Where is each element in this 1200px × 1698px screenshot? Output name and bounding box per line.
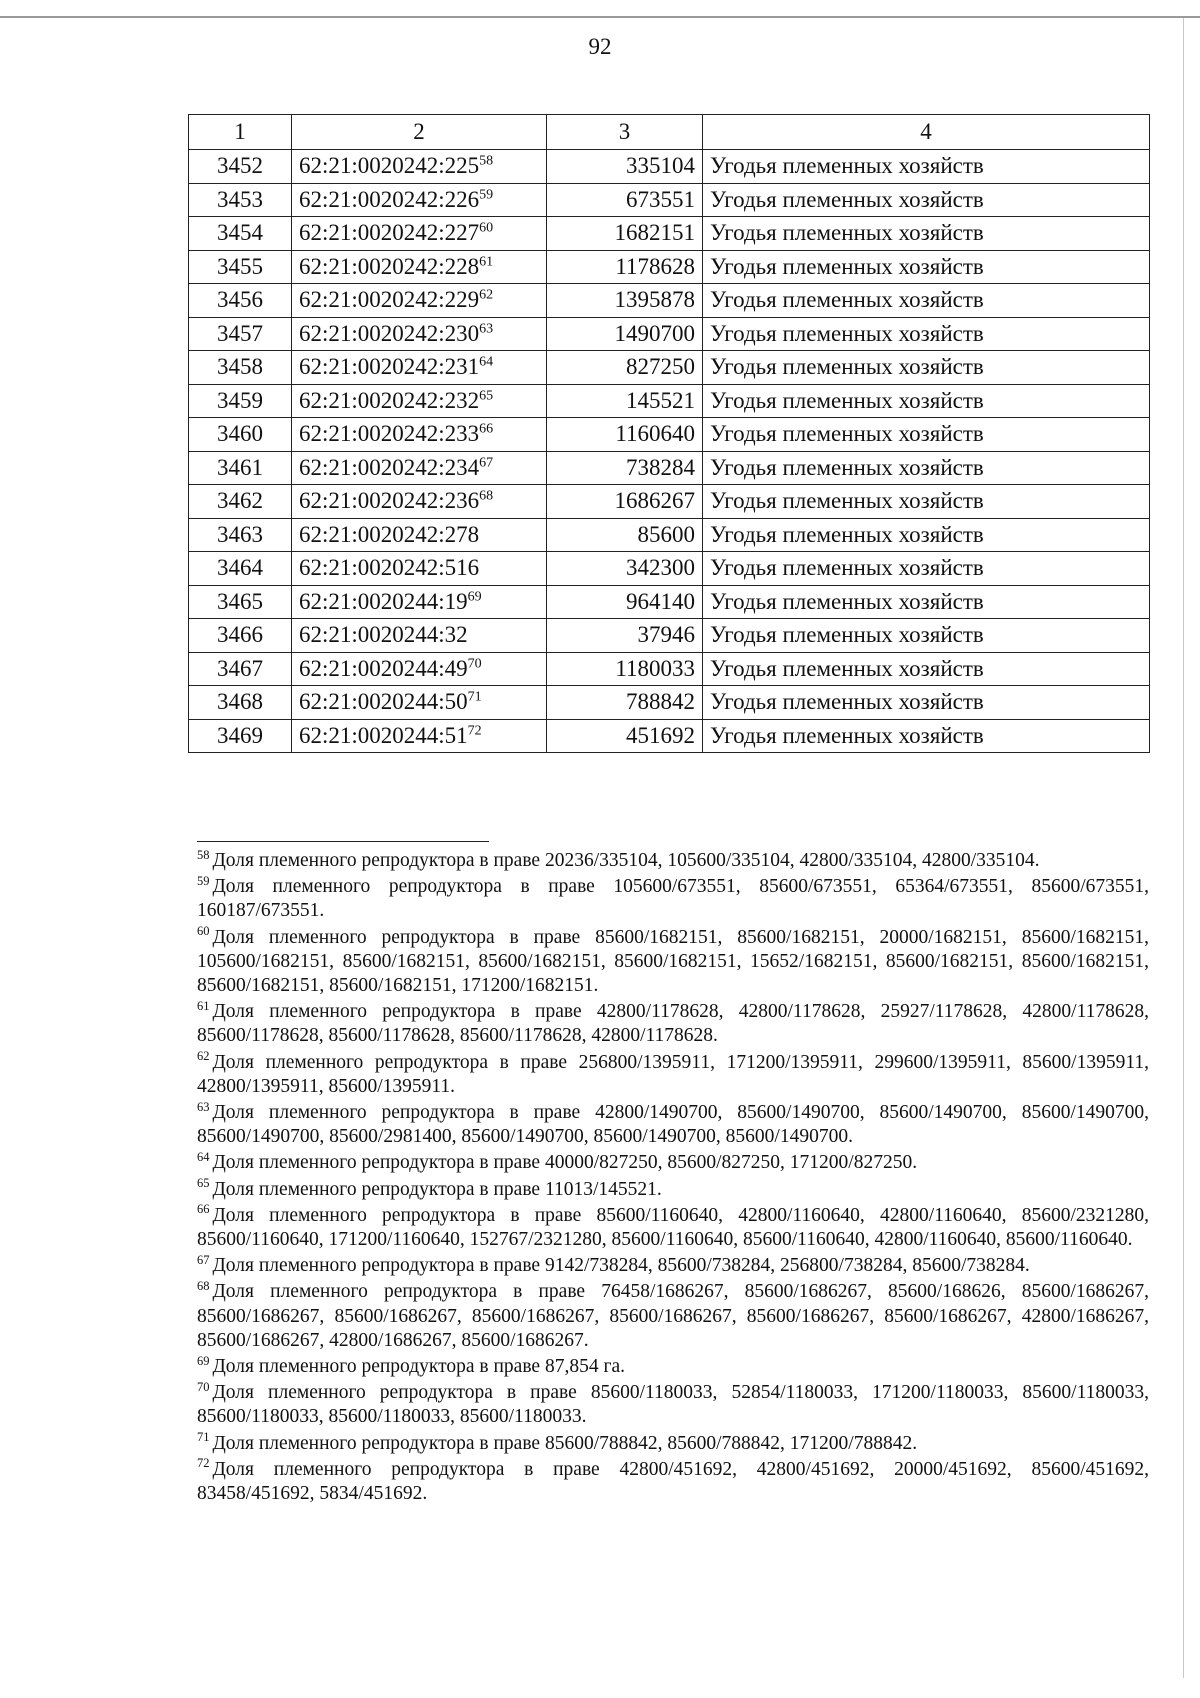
cadastral-number-cell [292,485,547,519]
area-cell: 342300 [547,552,703,586]
footnote-ref: 70 [467,656,482,672]
area-cell: 145521 [547,384,703,418]
footnote [197,1101,1149,1149]
footnote-text: Доля племенного репродуктора в праве 256800/1395911, 171200/1395911, 299600/1395911, 85600/1395911, 42800/1395911, 85600/1395911. [197,1051,1149,1097]
row-number: 3452 [189,150,292,184]
table-row [189,384,1150,418]
cadastral-number: 62:21:0020242:278 [299,521,480,547]
footnote-text: Доля племенного репродуктора в праве 76458/1686267, 85600/1686267, 85600/168626, 85600/1686267, 85600/1686267, 85600/1686267, 85600/1686267, 85600/1686267, 85600/1686267, 85600/1686267, 42800/1686267, 85600/1686267, 42800/1686267, 85600/1686267. [197,1281,1149,1351]
table-row [189,451,1150,485]
footnote-ref: 71 [467,689,482,705]
row-number: 3467 [189,652,292,686]
table-row [189,518,1150,552]
row-number: 3462 [189,485,292,519]
land-use-cell: Угодья племенных хозяйств [703,284,1150,318]
land-use-cell: Угодья племенных хозяйств [703,250,1150,284]
row-number: 3464 [189,552,292,586]
table-row [189,351,1150,385]
area-cell: 1178628 [547,250,703,284]
row-number: 3455 [189,250,292,284]
cadastral-number-cell [292,552,547,586]
land-use-cell: Угодья племенных хозяйств [703,384,1150,418]
cadastral-number-cell [292,418,547,452]
land-use-cell: Угодья племенных хозяйств [703,518,1150,552]
footnote [197,1254,1149,1278]
cadastral-number-cell [292,183,547,217]
column-header: 4 [703,115,1150,150]
area-cell: 673551 [547,183,703,217]
row-number: 3469 [189,719,292,753]
footnote-ref: 67 [479,455,494,471]
footnote-text: Доля племенного репродуктора в праве 42800/451692, 42800/451692, 20000/451692, 85600/451692, 83458/451692, 5834/451692. [197,1458,1149,1505]
footnote-mark: 72 [197,1456,210,1471]
land-use-cell: Угодья племенных хозяйств [703,686,1150,720]
table-row [189,552,1150,586]
footnote-mark: 66 [197,1202,210,1217]
row-number: 3468 [189,686,292,720]
column-header: 2 [292,115,547,150]
land-use-cell: Угодья племенных хозяйств [703,552,1150,586]
row-number: 3466 [189,619,292,653]
row-number: 3458 [189,351,292,385]
footnote-ref: 72 [467,723,482,739]
cadastral-number-cell [292,686,547,720]
footnote [197,1458,1149,1506]
cadastral-number-cell [292,719,547,753]
area-cell: 738284 [547,451,703,485]
column-header: 3 [547,115,703,150]
cadastral-number-cell [292,317,547,351]
cadastral-number-cell [292,518,547,552]
footnote-ref: 62 [479,287,494,303]
cadastral-number: 62:21:0020242:231 [299,354,480,380]
scan-right-edge [1183,18,1184,1678]
cadastral-number: 62:21:0020244:32 [299,622,468,648]
footnote-text: Доля племенного репродуктора в праве 85600/788842, 85600/788842, 171200/788842. [212,1432,918,1454]
table-row [189,686,1150,720]
area-cell: 85600 [547,518,703,552]
area-cell: 964140 [547,585,703,619]
table-row [189,317,1150,351]
footnote-ref: 60 [479,220,494,236]
land-use-cell: Угодья племенных хозяйств [703,652,1150,686]
footnote-ref: 66 [479,421,494,437]
table-row [189,217,1150,251]
page-number: 92 [588,34,612,59]
cadastral-number: 62:21:0020242:236 [299,488,480,514]
land-plots-table [188,114,1150,753]
cadastral-number-cell [292,250,547,284]
footnote-text: Доля племенного репродуктора в праве 85600/1180033, 52854/1180033, 171200/1180033, 85600/1180033, 85600/1180033, 85600/1180033, 85600/1180033. [197,1382,1149,1428]
land-use-cell: Угодья племенных хозяйств [703,418,1150,452]
footnote [197,875,1149,923]
cadastral-number: 62:21:0020242:234 [299,454,480,480]
footnote-mark: 67 [197,1252,210,1267]
footnote-mark: 61 [197,998,210,1013]
footnote [197,1355,1149,1379]
footnote [197,1204,1149,1252]
cadastral-number-cell [292,619,547,653]
cadastral-number-cell [292,150,547,184]
cadastral-number: 62:21:0020244:51 [299,722,468,748]
footnote [197,926,1149,999]
cadastral-number: 62:21:0020244:50 [299,689,468,715]
row-number: 3465 [189,585,292,619]
row-number: 3453 [189,183,292,217]
land-use-cell: Угодья племенных хозяйств [703,317,1150,351]
footnote-text: Доля племенного репродуктора в праве 85600/1682151, 85600/1682151, 20000/1682151, 85600/1682151, 105600/1682151, 85600/1682151, 85600/1682151, 85600/1682151, 15652/1682151, 85600/1682151, 85600/1682151, 85600/1682151, 85600/1682151, 171200/1682151. [197,926,1149,997]
area-cell: 827250 [547,351,703,385]
footnote-separator [197,841,489,842]
table-row [189,485,1150,519]
area-cell: 788842 [547,686,703,720]
footnote [197,1280,1149,1353]
row-number: 3459 [189,384,292,418]
table-row [189,183,1150,217]
area-cell: 1160640 [547,418,703,452]
footnote-mark: 70 [197,1379,210,1394]
row-number: 3456 [189,284,292,318]
cadastral-number: 62:21:0020244:49 [299,655,468,681]
footnote-ref: 64 [479,354,494,370]
row-number: 3454 [189,217,292,251]
cadastral-number-cell [292,384,547,418]
table-row [189,418,1150,452]
area-cell: 37946 [547,619,703,653]
cadastral-number-cell [292,217,547,251]
table-row [189,585,1150,619]
footnote [197,1178,1149,1202]
area-cell: 1682151 [547,217,703,251]
footnote-mark: 63 [197,1099,210,1114]
scan-top-edge [0,16,1200,18]
footnote-ref: 63 [479,321,494,337]
footnote-mark: 62 [197,1049,210,1064]
area-cell: 1686267 [547,485,703,519]
land-use-cell: Угодья племенных хозяйств [703,719,1150,753]
table-row [189,250,1150,284]
row-number: 3460 [189,418,292,452]
land-use-cell: Угодья племенных хозяйств [703,150,1150,184]
cadastral-number: 62:21:0020242:228 [299,253,480,279]
land-use-cell: Угодья племенных хозяйств [703,485,1150,519]
land-use-cell: Угодья племенных хозяйств [703,351,1150,385]
row-number: 3461 [189,451,292,485]
table-row [189,719,1150,753]
table-header-row [189,115,1150,150]
footnote-ref: 65 [479,388,494,404]
cadastral-number: 62:21:0020242:225 [299,153,480,179]
cadastral-number-cell [292,585,547,619]
area-cell: 1490700 [547,317,703,351]
area-cell: 1395878 [547,284,703,318]
footnote-mark: 58 [197,847,210,862]
land-use-cell: Угодья племенных хозяйств [703,451,1150,485]
land-use-cell: Угодья племенных хозяйств [703,619,1150,653]
land-use-cell: Угодья племенных хозяйств [703,183,1150,217]
row-number: 3463 [189,518,292,552]
footnote-text: Доля племенного репродуктора в праве 42800/1178628, 42800/1178628, 25927/1178628, 42800/1178628, 85600/1178628, 85600/1178628, 85600/1178628, 42800/1178628. [197,1001,1149,1047]
table-row [189,619,1150,653]
footnote [197,1051,1149,1099]
area-cell: 451692 [547,719,703,753]
cadastral-number: 62:21:0020242:516 [299,555,480,581]
cadastral-number: 62:21:0020242:226 [299,186,480,212]
cadastral-number-cell [292,284,547,318]
cadastral-number-cell [292,652,547,686]
footnote-ref: 68 [479,488,494,504]
footnote-mark: 65 [197,1176,210,1191]
cadastral-number: 62:21:0020242:232 [299,387,480,413]
footnote-text: Доля племенного репродуктора в праве 105600/673551, 85600/673551, 65364/673551, 85600/673551, 160187/673551. [197,876,1149,922]
footnote-mark: 59 [197,873,210,888]
column-header: 1 [189,115,292,150]
cadastral-number-cell [292,451,547,485]
cadastral-number: 62:21:0020242:227 [299,220,480,246]
footnote-text: Доля племенного репродуктора в праве 87,854 га. [212,1356,625,1378]
footnote-ref: 69 [467,589,482,605]
footnote [197,1381,1149,1429]
footnote-ref: 59 [479,187,494,203]
table-body [189,150,1150,753]
land-use-cell: Угодья племенных хозяйств [703,585,1150,619]
area-cell: 1180033 [547,652,703,686]
table-row [189,150,1150,184]
cadastral-number: 62:21:0020242:233 [299,421,480,447]
footnote [197,1000,1149,1048]
cadastral-number: 62:21:0020242:230 [299,320,480,346]
footnote-text: Доля племенного репродуктора в праве 11013/145521. [212,1178,662,1200]
footnote-ref: 61 [479,254,494,270]
table-row [189,652,1150,686]
footnote [197,1151,1149,1175]
footnote-mark: 60 [197,924,210,939]
footnote-text: Доля племенного репродуктора в праве 9142/738284, 85600/738284, 256800/738284, 85600/738284. [212,1255,1030,1277]
footnote-text: Доля племенного репродуктора в праве 85600/1160640, 42800/1160640, 42800/1160640, 85600/2321280, 85600/1160640, 171200/1160640, 152767/2321280, 85600/1160640, 85600/1160640, 42800/1160640, 85600/1160640. [197,1204,1149,1251]
footnote [197,1432,1149,1456]
footnote-text: Доля племенного репродуктора в праве 40000/827250, 85600/827250, 171200/827250. [212,1152,918,1174]
cadastral-number-cell [292,351,547,385]
footnote-mark: 68 [197,1278,210,1293]
footnote-text: Доля племенного репродуктора в праве 20236/335104, 105600/335104, 42800/335104, 42800/335104. [212,850,1040,871]
footnotes-section [197,849,1149,1508]
footnote-mark: 69 [197,1353,210,1368]
footnote-text: Доля племенного репродуктора в праве 42800/1490700, 85600/1490700, 85600/1490700, 85600/1490700, 85600/1490700, 85600/2981400, 85600/1490700, 85600/1490700, 85600/1490700. [197,1102,1149,1148]
land-use-cell: Угодья племенных хозяйств [703,217,1150,251]
footnote [197,849,1149,873]
footnote-ref: 58 [479,153,494,169]
cadastral-number: 62:21:0020244:19 [299,588,468,614]
footnote-mark: 71 [197,1430,210,1445]
row-number: 3457 [189,317,292,351]
table-row [189,284,1150,318]
footnote-mark: 64 [197,1149,210,1164]
area-cell: 335104 [547,150,703,184]
cadastral-number: 62:21:0020242:229 [299,287,480,313]
